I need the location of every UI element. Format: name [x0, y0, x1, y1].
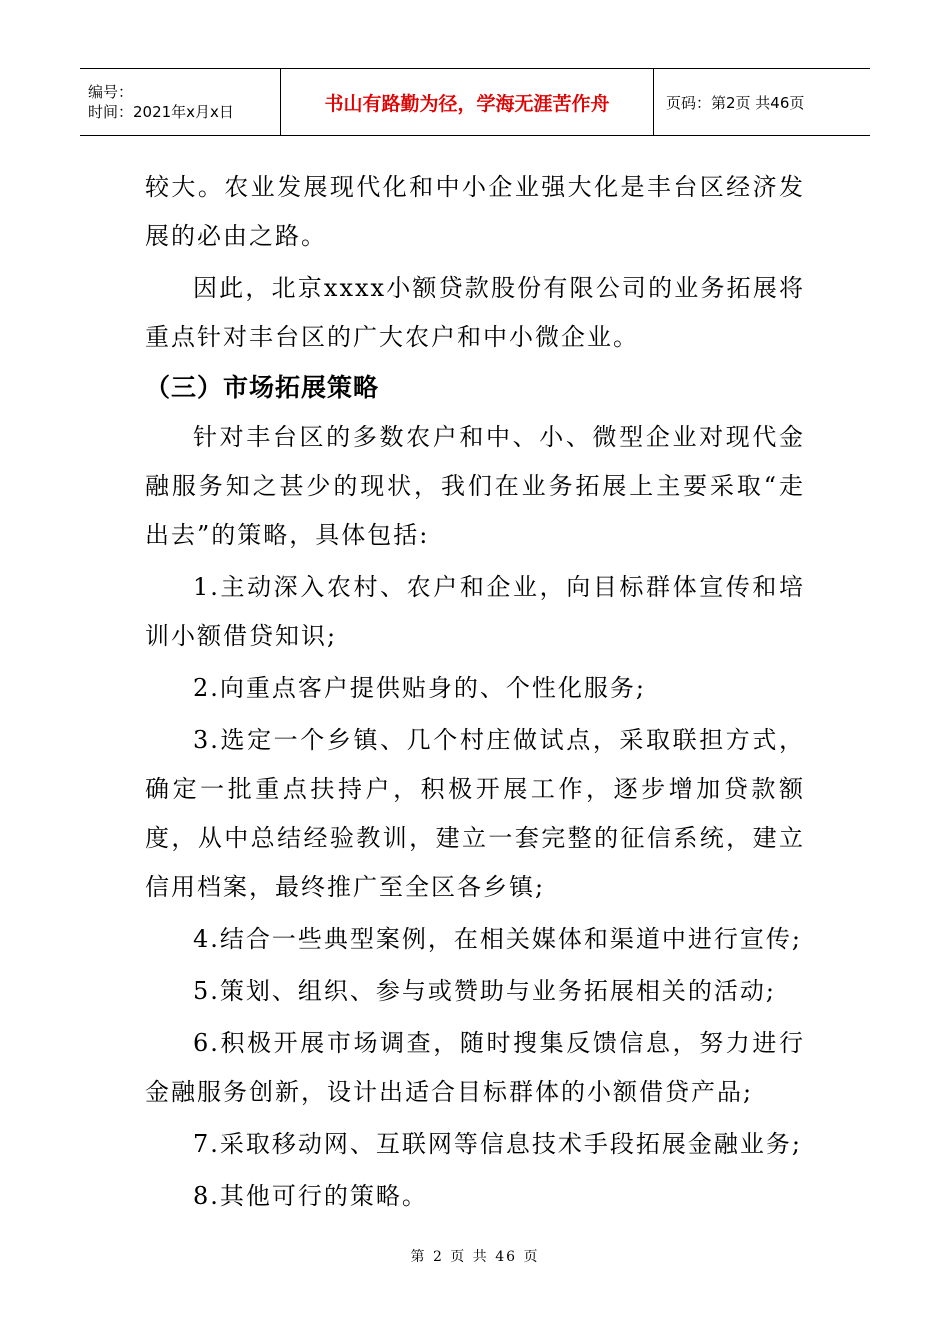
paragraph-2: 因此，北京xxxx小额贷款股份有限公司的业务拓展将重点针对丰台区的广大农户和中小微企业。 — [145, 274, 805, 351]
page-footer — [0, 1246, 950, 1266]
page-label: 页码：第2页 共46页 — [666, 93, 805, 112]
list-item-1: 1.主动深入农村、农户和企业，向目标群体宣传和培训小额借贷知识; — [145, 573, 805, 650]
number-label: 编号： — [88, 83, 134, 101]
document-body — [145, 163, 805, 1221]
footer-page-number: 第 2 页 共 46 页 — [410, 1249, 540, 1265]
list-item-7: 7.采取移动网、互联网等信息技术手段拓展金融业务; — [193, 1130, 802, 1158]
header-page-info — [654, 69, 870, 135]
list-item-4: 4.结合一些典型案例，在相关媒体和渠道中进行宣传; — [193, 925, 802, 953]
paragraph-1: 较大。农业发展现代化和中小企业强大化是丰台区经济发展的必由之路。 — [145, 173, 805, 250]
motto-text: 书山有路勤为径，学海无涯苦作舟 — [324, 92, 610, 115]
section-heading: （三）市场拓展策略 — [145, 373, 380, 402]
list-item-6: 6.积极开展市场调查，随时搜集反馈信息，努力进行金融服务创新，设计出适合目标群体的小额借贷产品; — [145, 1029, 805, 1106]
paragraph-3: 针对丰台区的多数农户和中、小、微型企业对现代金融服务知之甚少的现状，我们在业务拓展上主要采取“走出去”的策略，具体包括: — [145, 423, 805, 549]
date-label: 时间：2021年x月x日 — [88, 103, 234, 121]
list-item-3: 3.选定一个乡镇、几个村庄做试点，采取联担方式，确定一批重点扶持户，积极开展工作，逐步增加贷款额度，从中总结经验教训，建立一套完整的征信系统，建立信用档案，最终推广至全区各乡镇; — [145, 726, 805, 901]
list-item-2: 2.向重点客户提供贴身的、个性化服务; — [193, 674, 646, 702]
header-motto — [281, 69, 654, 135]
list-item-8: 8.其他可行的策略。 — [193, 1182, 428, 1210]
list-item-5: 5.策划、组织、参与或赞助与业务拓展相关的活动; — [193, 977, 776, 1005]
page-header — [80, 68, 870, 136]
header-meta — [80, 69, 281, 135]
